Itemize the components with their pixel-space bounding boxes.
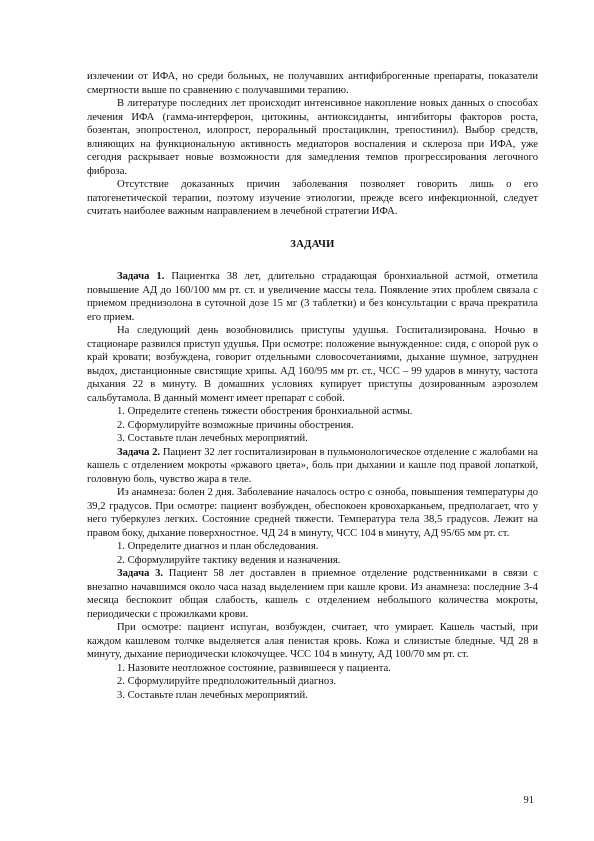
section-heading: ЗАДАЧИ [290,238,335,250]
task-1-question-2: 2. Сформулируйте возможные причины обострения. [117,419,354,431]
task-1-question-3: 3. Составьте план лечебных мероприятий. [117,433,308,444]
task-2-extra-1: Из анамнеза: болен 2 дня. Заболевание началось остро с озноба, повышения температуры до 39,2 градусов. При осмотре: пациент возбужден, обеспокоен кровохарканьем, предполагает, что у него туберкулез легких. Состояние средней тяжести. Температура тела 38,5 градусов. Лежит на правом боку, дыхание поверхностное. ЧД 24 в минуту, ЧСС 104 в минуту, АД 95/65 мм рт. ст. [87,487,538,539]
task-1-text: Пациентка 38 лет, длительно страдающая бронхиальной астмой, отметила повышение АД до 160/100 мм рт. ст. и увеличение массы тела. Появление этих проблем связала с приемом преднизолона в суточной дозе 15 мг (3 таблетки) и без консультации с врача прекратила его прием. [87,271,538,323]
task-1-paragraph [87,270,538,324]
intro-paragraph-2: В литературе последних лет происходит интенсивное накопление новых данных о способах лечения ИФА (гамма-интерферон, цитокины, антиоксиданты, ингибиторы факторов роста, бозентан, эпопростенол, илопрост, пероральный простациклин, трепостинил). Выбор средств, влияющих на функциональную активность медиаторов воспаления и склероза при ИФА, уже сегодня раскрывает новые возможности для замедления темпов прогрессирования легочного фиброза. [87,98,538,177]
task-3-question-2: 2. Сформулируйте предположительный диагноз. [117,676,337,687]
task-2-label: Задача 2. [117,446,161,458]
task-3-text: Пациент 58 лет доставлен в приемное отделение родственниками в связи с внезапно начавшимся около часа назад выделением при кашле крови. Из анамнеза: последние 3-4 месяца беспокоит общая слабость, кашель с отделением небольшого количества мокроты, периодически с прожилками крови. [87,568,538,620]
task-2-text: Пациент 32 лет госпитализирован в пульмонологическое отделение с жалобами на кашель с отделением мокроты «ржавого цвета», боль при дыхании и кашле под правой лопаткой, головную боль, чувство жара в теле. [87,446,538,485]
page-number: 91 [523,795,534,806]
page-content [87,70,538,702]
task-3-question-1: 1. Назовите неотложное состояние, развившееся у пациента. [117,662,391,674]
intro-paragraph-1: излечении от ИФА, но среди больных, не получавших антифиброгенные препараты, показатели смертности выше по сравнению с получавшими терапию. [87,71,538,96]
intro-paragraph-3: Отсутствие доказанных причин заболевания позволяет говорить лишь о его патогенетической терапии, поэтому изучение этиологии, прежде всего инфекционной, следует считать наиболее важным направлением в лечебной стратегии ИФА. [87,179,538,217]
task-3-extra-1: При осмотре: пациент испуган, возбужден, считает, что умирает. Кашель частый, при каждом кашлевом толчке выделяется алая пенистая кровь. Кожа и слизистые бледные. ЧД 28 в минуту, дыхание периодически клокочущее. ЧСС 104 в минуту, АД 100/70 мм рт. ст. [87,622,538,660]
task-2-question-2: 2. Сформулируйте тактику ведения и назначения. [117,554,341,566]
task-1-question-1: 1. Определите степень тяжести обострения бронхиальной астмы. [117,406,413,417]
task-3-label: Задача 3. [117,568,164,579]
task-1-extra-1: На следующий день возобновились приступы удушья. Госпитализирована. Ночью в стационаре развился приступ удушья. При осмотре: положение вынужденное: сидя, с опорой рук о край кровати; возбуждена, говорит отдельными словосочетаниями, дыхание шумное, затруднен выдох, дистанционные свистящие хрипы. АД 160/95 мм рт. ст., ЧСС – 99 ударов в минуту, частота дыхания 22 в минуту. В домашних условиях купирует приступы дозированным аэрозолем сальбутамола. В данный момент имеет препарат с собой. [87,325,538,404]
task-3-paragraph [87,567,538,621]
task-2-question-1: 1. Определите диагноз и план обследования. [117,541,319,552]
task-1-label: Задача 1. [117,271,165,282]
task-2-paragraph [87,446,538,487]
task-3-question-3: 3. Составьте план лечебных мероприятий. [117,689,308,701]
